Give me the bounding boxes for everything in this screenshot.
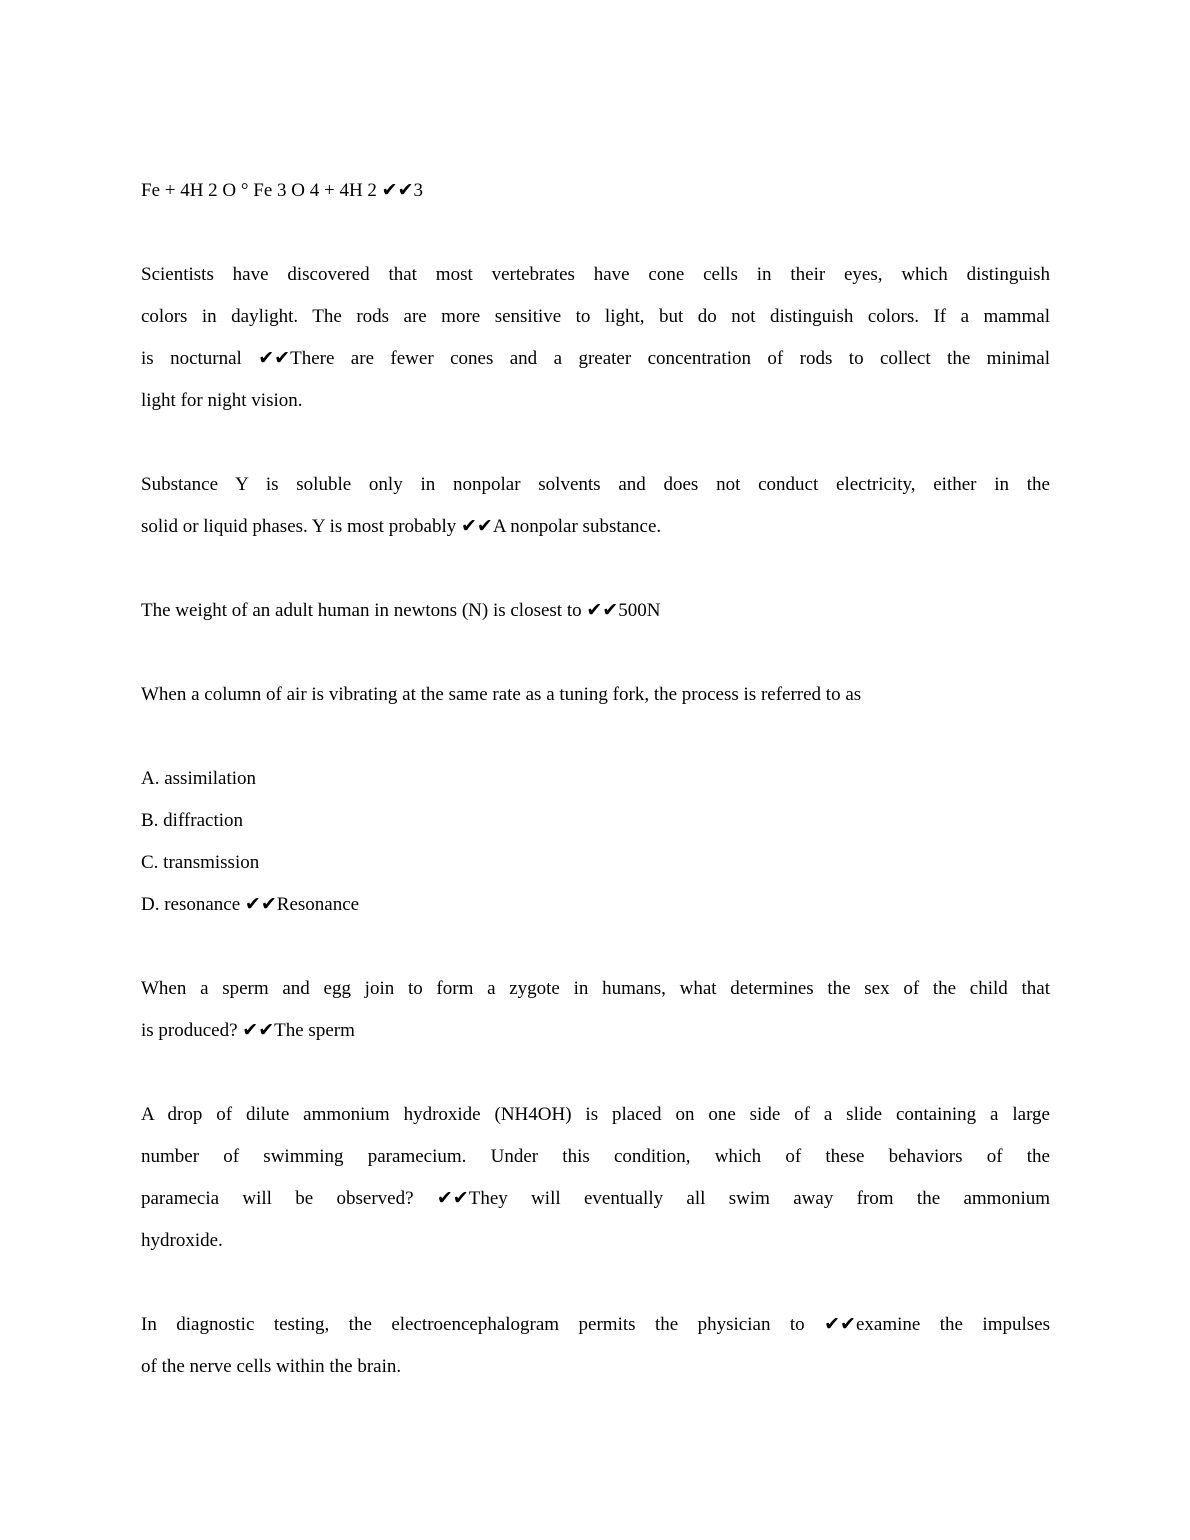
question-weight-newtons — [141, 590, 1050, 632]
question-cone-cells — [141, 254, 1050, 422]
paragraph-line: paramecia will be observed? ✔✔They will eventually all swim away from the ammonium — [141, 1188, 1050, 1209]
question-ammonium-hydroxide — [141, 1094, 1050, 1262]
question-tuning-fork — [141, 674, 1050, 716]
question-electroencephalogram — [141, 1304, 1050, 1388]
paragraph-line: colors in daylight. The rods are more sensitive to light, but do not distinguish colors. If a mammal — [141, 306, 1050, 327]
equation-line: Fe + 4H 2 O ° Fe 3 O 4 + 4H 2 ✔✔3 — [141, 180, 424, 201]
paragraph-line: of the nerve cells within the brain. — [141, 1356, 402, 1377]
answer-options — [141, 758, 1050, 926]
question-substance-y — [141, 464, 1050, 548]
option-a: A. assimilation — [141, 768, 257, 789]
paragraph-line: number of swimming paramecium. Under this condition, which of these behaviors of the — [141, 1146, 1050, 1167]
paragraph-line: A drop of dilute ammonium hydroxide (NH4OH) is placed on one side of a slide containing a large — [141, 1104, 1050, 1125]
paragraph-line: When a column of air is vibrating at the same rate as a tuning fork, the process is referred to as — [141, 684, 862, 705]
paragraph-line: solid or liquid phases. Y is most probably ✔✔A nonpolar substance. — [141, 516, 662, 537]
paragraph-line: is produced? ✔✔The sperm — [141, 1020, 355, 1041]
paragraph-line: light for night vision. — [141, 390, 303, 411]
paragraph-line: Scientists have discovered that most vertebrates have cone cells in their eyes, which distinguish — [141, 264, 1050, 285]
paragraph-line: hydroxide. — [141, 1230, 223, 1251]
option-c: C. transmission — [141, 852, 260, 873]
option-b: B. diffraction — [141, 810, 244, 831]
paragraph-line: The weight of an adult human in newtons (N) is closest to ✔✔500N — [141, 600, 661, 621]
paragraph-line: When a sperm and egg join to form a zygote in humans, what determines the sex of the child that — [141, 978, 1050, 999]
question-zygote-sex — [141, 968, 1050, 1052]
paragraph-line: Substance Y is soluble only in nonpolar solvents and does not conduct electricity, either in the — [141, 474, 1050, 495]
option-d-correct: D. resonance ✔✔Resonance — [141, 894, 360, 915]
paragraph-line: In diagnostic testing, the electroencephalogram permits the physician to ✔✔examine the impulses — [141, 1314, 1050, 1335]
paragraph-line: is nocturnal ✔✔There are fewer cones and a greater concentration of rods to collect the minimal — [141, 348, 1050, 369]
chemical-equation — [141, 170, 1050, 212]
